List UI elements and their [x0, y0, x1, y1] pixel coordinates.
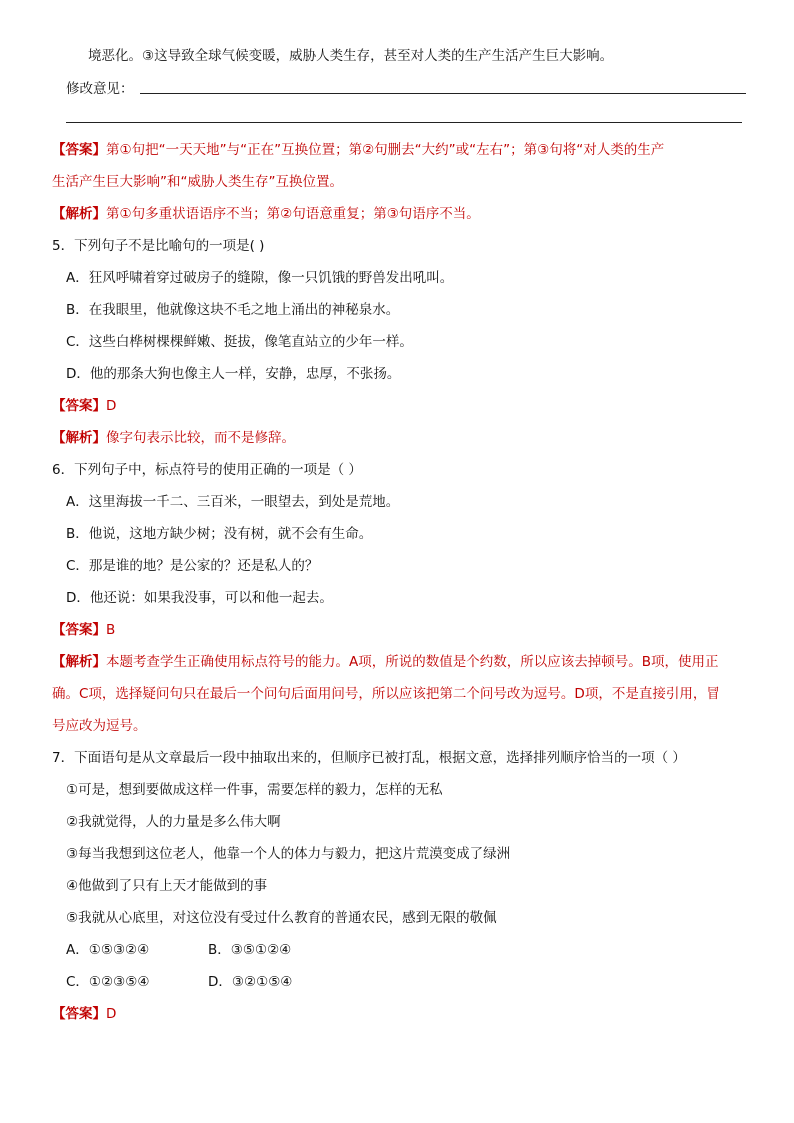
- analysis-tag: 【解析】: [52, 430, 106, 446]
- answer-text: 生活产生巨大影响”和“威胁人类生存”互换位置。: [52, 174, 343, 190]
- sentence-4: ④他做到了只有上天才能做到的事: [66, 878, 268, 894]
- answer-tag: 【答案】: [52, 142, 106, 158]
- option-a: A．这里海拔一千二、三百米，一眼望去，到处是荒地。: [66, 494, 400, 510]
- analysis-text: 第①句多重状语语序不当；第②句语意重复；第③句语序不当。: [106, 206, 480, 222]
- options-row: [66, 941, 291, 959]
- question-5: 5．下列句子不是比喻句的一项是( ): [52, 238, 265, 254]
- option-c: C．①②③⑤④: [66, 974, 150, 990]
- option-d: D．他的那条大狗也像主人一样，安静，忠厚，不张扬。: [66, 366, 401, 382]
- analysis-line: [52, 653, 719, 671]
- options-row: [66, 973, 292, 991]
- option-c: C．那是谁的地？是公家的？还是私人的？: [66, 558, 319, 574]
- option-a: A．①⑤③②④: [66, 942, 150, 958]
- question-7: 7．下面语句是从文章最后一段中抽取出来的，但顺序已被打乱，根据文意，选择排列顺序恰当的一项（ ）: [52, 750, 686, 766]
- answer-line: [52, 621, 115, 639]
- analysis-text: 号应改为逗号。: [52, 718, 147, 734]
- sentence-2: ②我就觉得，人的力量是多么伟大啊: [66, 814, 281, 830]
- answer-line: [52, 397, 116, 415]
- answer-text: D: [106, 398, 117, 414]
- revision-label-text: 修改意见：: [66, 81, 134, 97]
- analysis-line: [52, 205, 480, 223]
- option-b: B．③⑤①②④: [208, 942, 292, 958]
- option-b: B．在我眼里，他就像这块不毛之地上涌出的神秘泉水。: [66, 302, 400, 318]
- answer-blank-line[interactable]: [140, 93, 746, 94]
- text-line: 境恶化。③这导致全球气候变暖，威胁人类生存，甚至对人类的生产生活产生巨大影响。: [88, 48, 614, 64]
- question-6: 6．下列句子中，标点符号的使用正确的一项是（ ）: [52, 462, 362, 478]
- analysis-text: 确。C项，选择疑问句只在最后一个问句后面用问号，所以应该把第二个问号改为逗号。D项，不是直接引用，冒: [52, 686, 720, 702]
- answer-text: D: [106, 1006, 117, 1022]
- answer-text: B: [106, 622, 116, 638]
- analysis-text: 本题考查学生正确使用标点符号的能力。A项，所说的数值是个约数，所以应该去掉顿号。B项，使用正: [106, 654, 719, 670]
- answer-tag: 【答案】: [52, 1006, 106, 1022]
- answer-line: [52, 141, 664, 159]
- option-a: A．狂风呼啸着穿过破房子的缝隙，像一只饥饿的野兽发出吼叫。: [66, 270, 454, 286]
- option-c: C．这些白桦树棵棵鲜嫩、挺拔，像笔直站立的少年一样。: [66, 334, 413, 350]
- sentence-5: ⑤我就从心底里，对这位没有受过什么教育的普通农民，感到无限的敬佩: [66, 910, 497, 926]
- answer-tag: 【答案】: [52, 398, 106, 414]
- answer-text: 第①句把“一天天地”与“正在”互换位置；第②句删去“大约”或“左右”；第③句将“对人类的生产: [106, 142, 665, 158]
- analysis-text: 像字句表示比较，而不是修辞。: [106, 430, 295, 446]
- option-d: D．他还说：如果我没事，可以和他一起去。: [66, 590, 333, 606]
- answer-tag: 【答案】: [52, 622, 106, 638]
- revision-label: [66, 80, 134, 98]
- option-b: B．他说，这地方缺少树；没有树，就不会有生命。: [66, 526, 373, 542]
- answer-line: [52, 1005, 116, 1023]
- analysis-tag: 【解析】: [52, 206, 106, 222]
- analysis-line: [52, 429, 295, 447]
- answer-blank-line[interactable]: [66, 122, 742, 123]
- sentence-1: ①可是，想到要做成这样一件事，需要怎样的毅力，怎样的无私: [66, 782, 443, 798]
- sentence-3: ③每当我想到这位老人，他靠一个人的体力与毅力，把这片荒漠变成了绿洲: [66, 846, 511, 862]
- option-d: D．③②①⑤④: [208, 974, 293, 990]
- analysis-tag: 【解析】: [52, 654, 106, 670]
